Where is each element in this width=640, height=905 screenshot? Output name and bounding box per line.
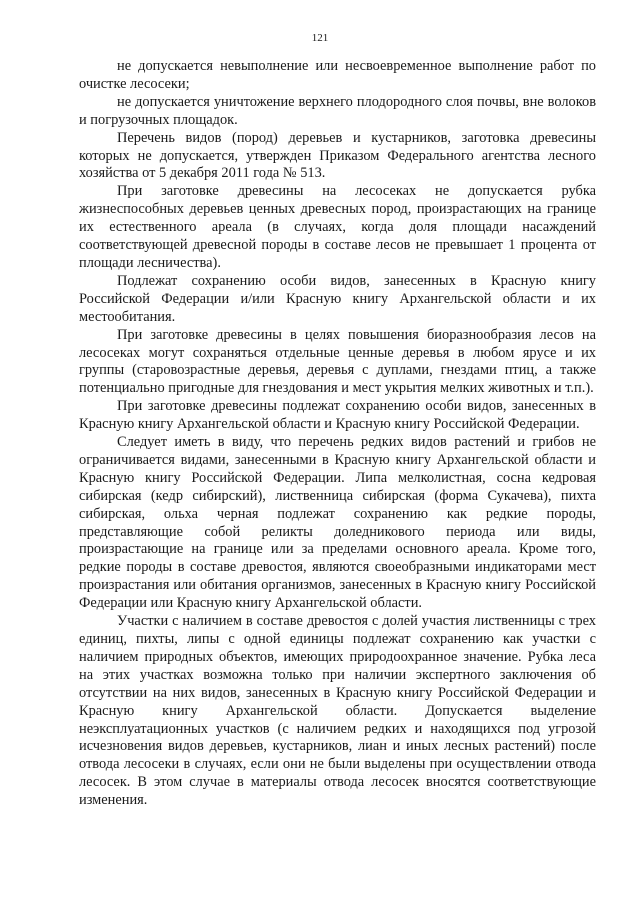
body-text	[79, 58, 596, 810]
paragraph-no-topsoil-destruction: не допускается уничтожение верхнего плодородного слоя почвы, вне волоков и погрузочных площадок.	[79, 93, 596, 128]
paragraph-rare-species-list: Следует иметь в виду, что перечень редких видов растений и грибов не ограничивается видами, занесенными в Красную книгу Архангельской области и Красную книгу Российской Федерации. Липа мелколистная, сосна кедровая сибирская (кедр сибирский), лиственница сибирская (форма Сукачева), пихта сибирская, ольха черная подлежат сохранению как редкие породы, представляющие собой реликты доледникового периода или виды, произрастающие на границе или за пределами основного ареала. Кроме того, редкие породы в составе древостоя, являются своеобразными индикаторами мест произрастания или обитания организмов, занесенных в Красную книгу Российской Федерации или Красную книгу Архангельской области.	[79, 434, 596, 612]
paragraph-no-cleanup-failure: не допускается невыполнение или несвоевременное выполнение работ по очистке лесосеки;	[79, 58, 596, 92]
paragraph-species-list-order: Перечень видов (пород) деревьев и кустарников, заготовка древесины которых не допускается, утвержден Приказом Федерального агентства лесного хозяйства от 5 декабря 2011 года № 513.	[79, 129, 596, 182]
paragraph-larch-fir-linden-plots: Участки с наличием в составе древостоя с долей участия лиственницы с трех единиц, пихты, липы с одной единицы подлежат сохранению как участки с наличием природных объектов, имеющих природоохранное значение. Рубка леса на этих участках возможна только при наличии экспертного заключения об отсутствии на них видов, занесенных в Красную книгу Российской Федерации и Красную книгу Архангельской области. Допускается выделение неэксплуатационных участков (с наличием редких и находящихся под угрозой исчезновения видов деревьев, кустарников, лиан и иных лесных растений) после отвода лесосеки в случаях, если они не были выделены при осуществлении отвода лесосек. В этом случае в материалы отвода лесосек вносятся соответствующие изменения.	[79, 613, 596, 809]
paragraph-biodiversity-trees: При заготовке древесины в целях повышения биоразнообразия лесов на лесосеках могут сохраняться отдельные ценные деревья в любом ярусе и их группы (старовозрастные деревья, деревья с дуплами, гнездами птиц, а также потенциально пригодные для гнездования и мест укрытия мелких животных и т.п.).	[79, 326, 596, 397]
paragraph-red-book-species: При заготовке древесины подлежат сохранению особи видов, занесенных в Красную книгу Архангельской области и Красную книгу Российской Федерации.	[79, 398, 596, 433]
page-number: 121	[311, 32, 329, 44]
paragraph-valuable-species-range: При заготовке древесины на лесосеках не допускается рубка жизнеспособных деревьев ценных древесных пород, произрастающих на границе их естественного ареала (в случаях, когда доля площади насаждений соответствующей древесной породы в составе лесов не превышает 1 процента от площади лесничества).	[79, 183, 596, 271]
paragraph-red-book-habitats: Подлежат сохранению особи видов, занесенных в Красную книгу Российской Федерации и/или Красную книгу Архангельской области и их местообитания.	[79, 272, 596, 325]
